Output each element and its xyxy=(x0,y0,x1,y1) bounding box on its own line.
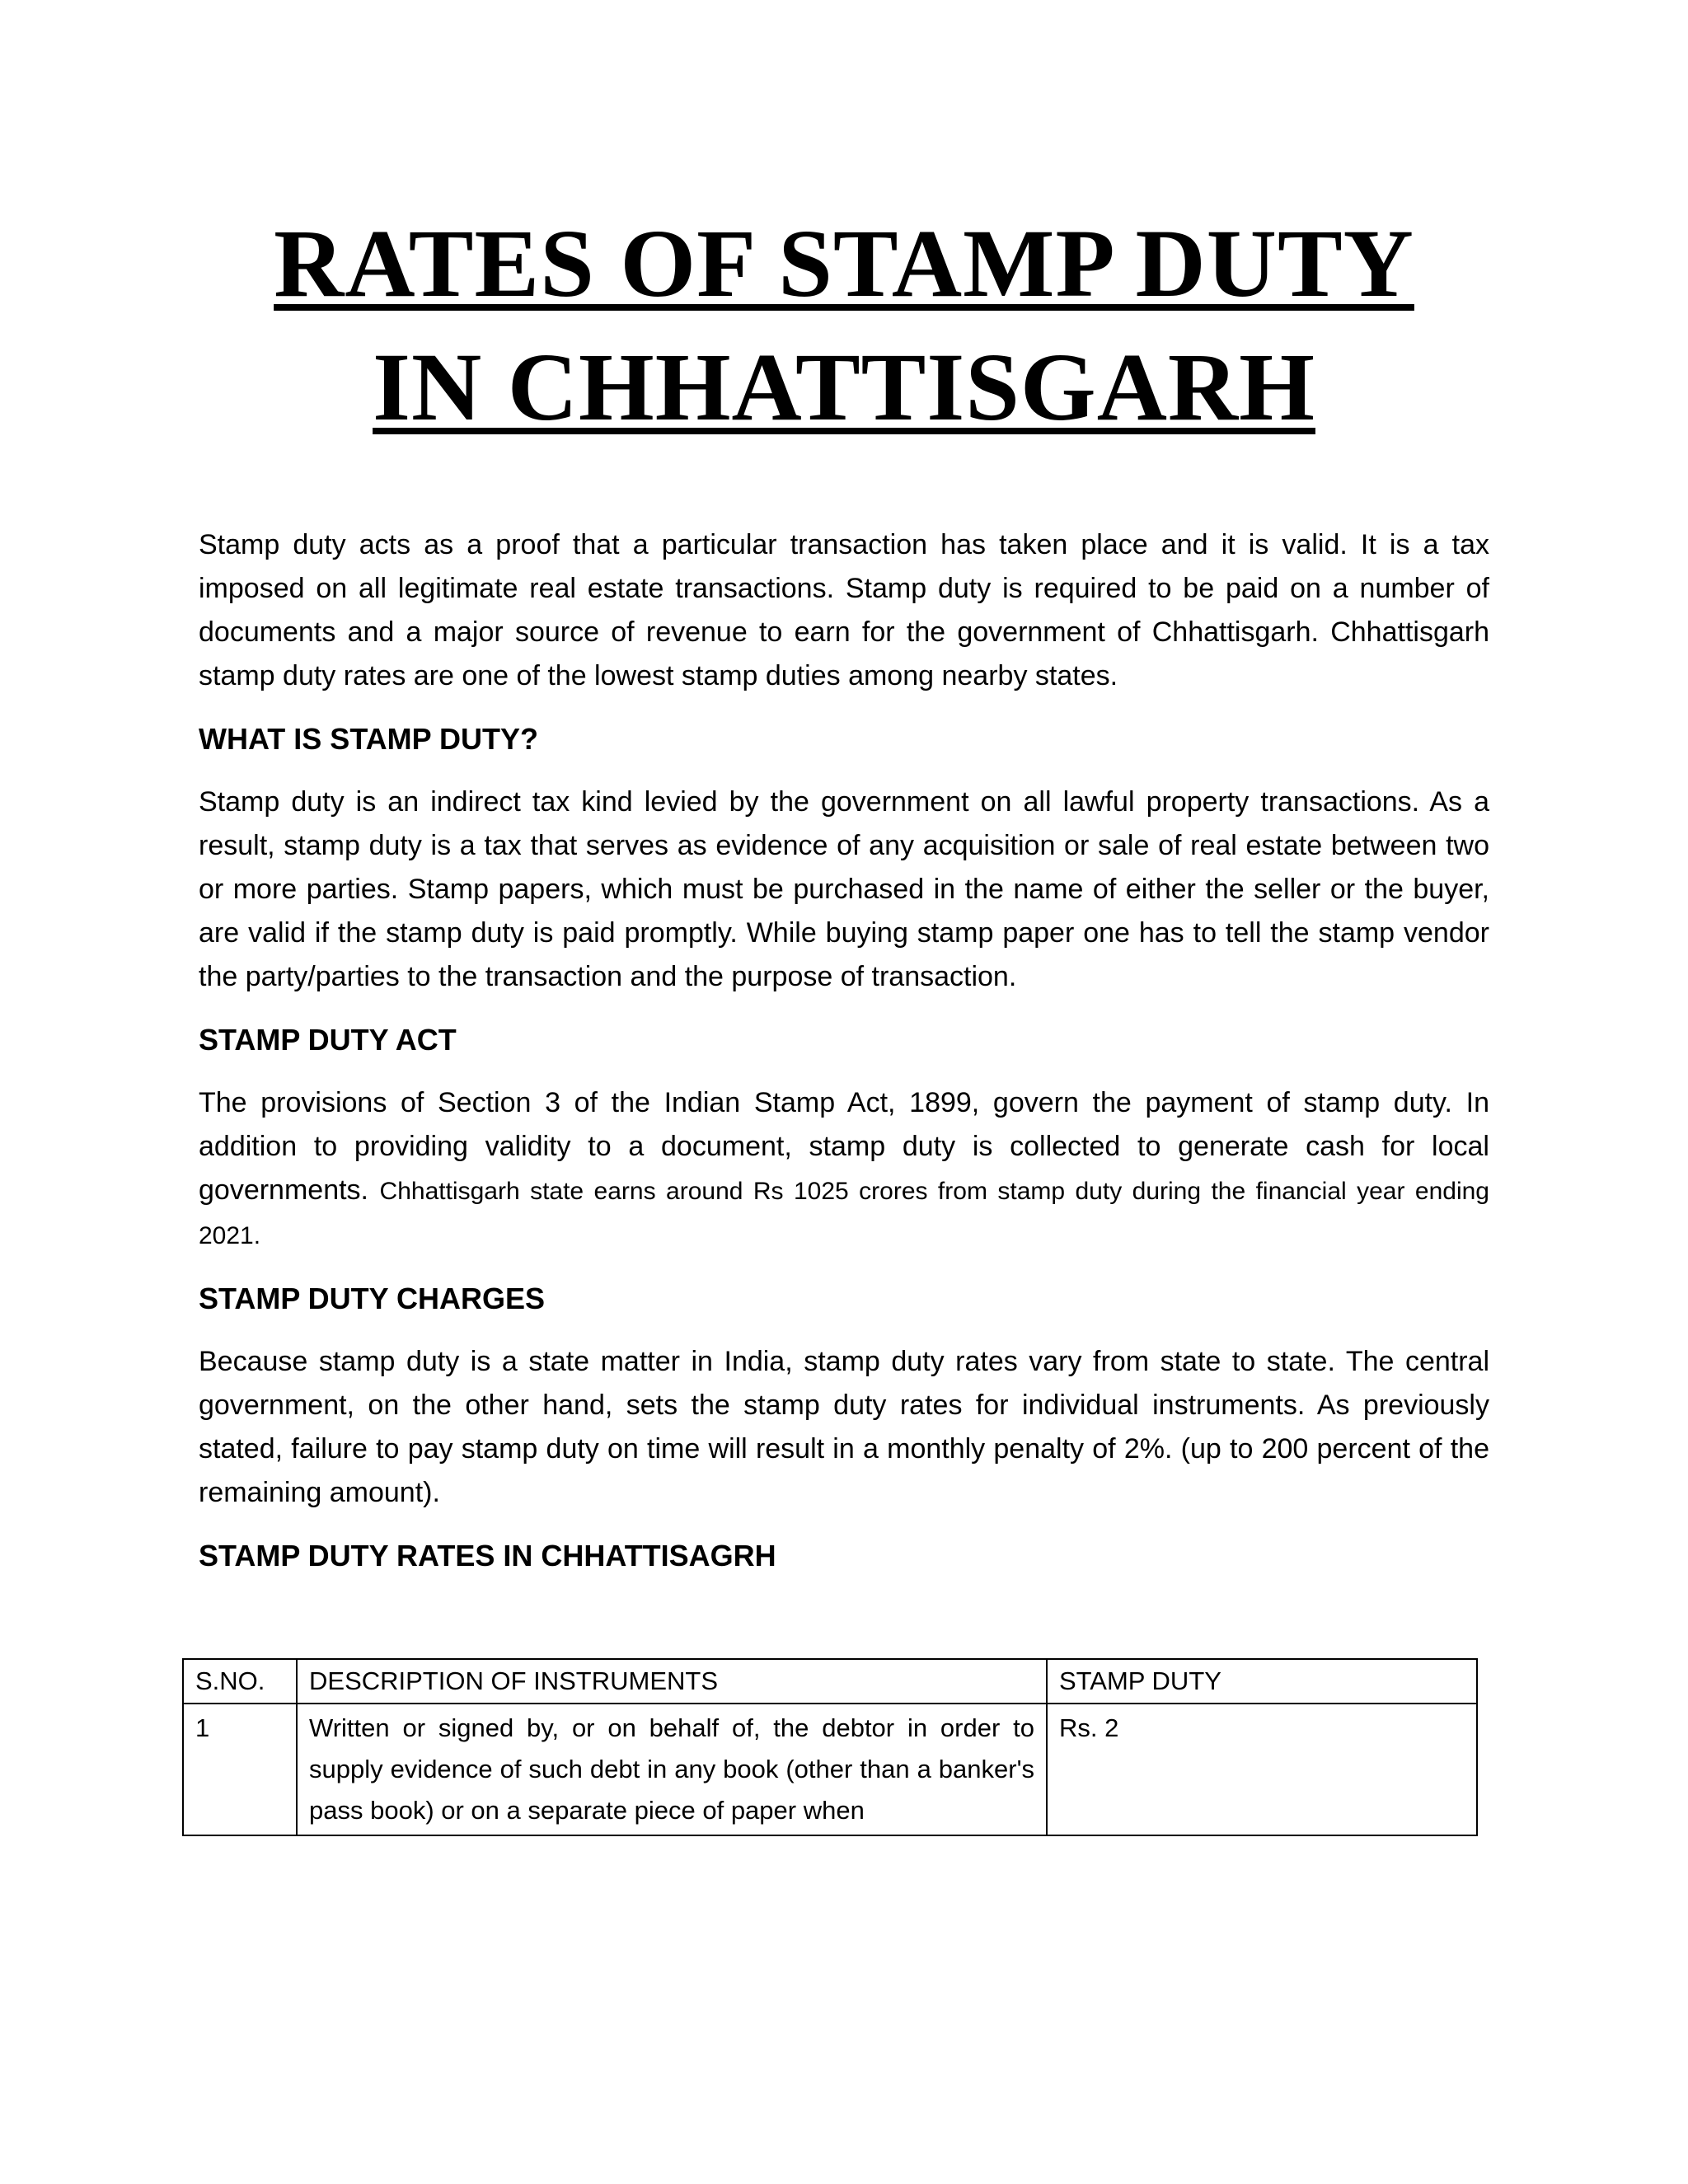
row-description: Written or signed by, or on behalf of, the debtor in order to supply evidence of such debt in any book (other than a banker's pass book) or on a separate piece of paper when xyxy=(297,1704,1047,1835)
table-row xyxy=(183,1704,1477,1835)
stamp-duty-act-revenue-note: Chhattisgarh state earns around Rs 1025 crores from stamp duty during the financial year ending 2021. xyxy=(199,1178,1489,1249)
page-title xyxy=(0,202,1688,449)
section-text-stamp-duty-charges: Because stamp duty is a state matter in India, stamp duty rates vary from state to state. The central government, on the other hand, sets the stamp duty rates for individual instruments. As previously stated, failure to pay stamp duty on time will result in a monthly penalty of 2%. (up to 200 percent of the remaining amount). xyxy=(199,1346,1489,1508)
header-sno: S.NO. xyxy=(183,1659,297,1704)
title-line-2: IN CHHATTISGARH xyxy=(373,333,1315,441)
section-heading-stamp-duty-rates: STAMP DUTY RATES IN CHHATTISAGRH xyxy=(199,1539,776,1572)
document-body xyxy=(195,523,1489,1836)
intro-paragraph: Stamp duty acts as a proof that a particular transaction has taken place and it is valid. It is a tax imposed on all legitimate real estate transactions. Stamp duty is required to be paid on a number of documents and a major source of revenue to earn for the government of Chhattisgarh. Chhattisgarh stamp duty rates are one of the lowest stamp duties among nearby states. xyxy=(199,529,1489,691)
header-description: DESCRIPTION OF INSTRUMENTS xyxy=(297,1659,1047,1704)
header-stamp-duty: STAMP DUTY xyxy=(1047,1659,1477,1704)
row-stamp-duty: Rs. 2 xyxy=(1047,1704,1477,1835)
row-sno: 1 xyxy=(183,1704,297,1835)
stamp-duty-rates-table xyxy=(182,1658,1478,1836)
title-line-1: RATES OF STAMP DUTY xyxy=(274,209,1414,317)
table-header-row xyxy=(183,1659,1477,1704)
section-heading-what-is-stamp-duty: WHAT IS STAMP DUTY? xyxy=(199,722,538,756)
section-heading-stamp-duty-charges: STAMP DUTY CHARGES xyxy=(199,1282,546,1315)
section-text-what-is-stamp-duty: Stamp duty is an indirect tax kind levied by the government on all lawful property transactions. As a result, stamp duty is a tax that serves as evidence of any acquisition or sale of real estate between two or more parties. Stamp papers, which must be purchased in the name of either the seller or the buyer, are valid if the stamp duty is paid promptly. While buying stamp paper one has to tell the stamp vendor the party/parties to the transaction and the purpose of transaction. xyxy=(199,786,1489,992)
stamp-duty-act-text: The provisions of Section 3 of the Indian Stamp Act, 1899, govern the payment of stamp duty. In addition to providing validity to a document, stamp duty is collected to generate cash for local governments. xyxy=(199,1087,1489,1206)
section-heading-stamp-duty-act: STAMP DUTY ACT xyxy=(199,1023,457,1057)
section-text-stamp-duty-act xyxy=(199,1081,1489,1258)
rates-table-wrapper xyxy=(182,1658,1489,1836)
